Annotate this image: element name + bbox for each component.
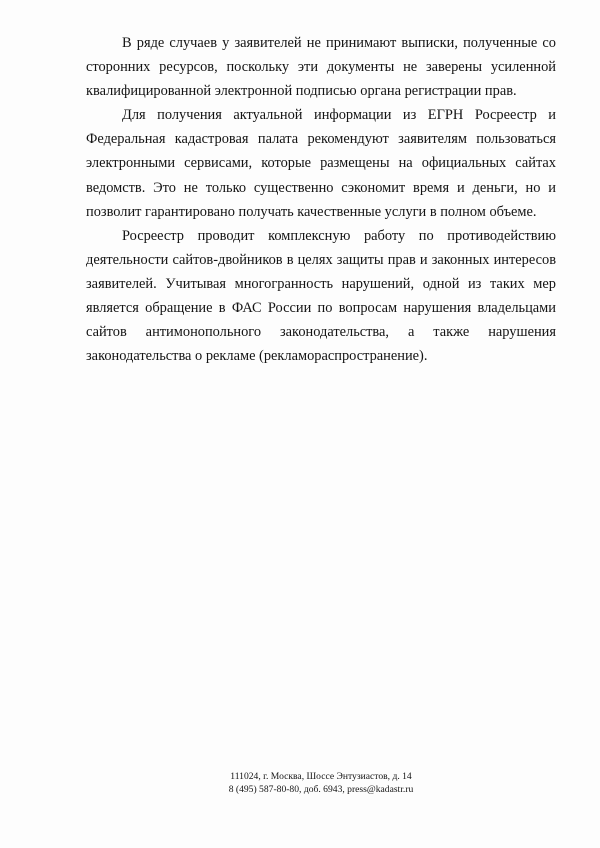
footer-contacts: 8 (495) 587-80-80, доб. 6943, press@kadastr.ru [228,783,414,795]
footer-address: 111024, г. Москва, Шоссе Энтузиастов, д. 14 [230,771,412,782]
document-body [86,31,556,368]
paragraph-recommendation: Для получения актуальной информации из ЕГРН Росреестр и Федеральная кадастровая палата рекомендуют заявителям пользоваться электронными сервисами, которые размещены на официальных сайтах ведомств. Это не только существенно сэкономит время и деньги, но и позволит гарантировано получать качественные услуги в полном объеме. [86,107,556,220]
page-footer [206,771,436,796]
paragraph-countermeasures: Росреестр проводит комплексную работу по противодействию деятельности сайтов-двойников в целях защиты прав и законных интересов заявителей. Учитывая многогранность нарушений, одной из таких мер является обращение в ФАС России по вопросам нарушения владельцами сайтов антимонопольного законодательства, а также нарушения законодательства о рекламе (рекламораспространение). [86,227,556,365]
paragraph-signature-notice: В ряде случаев у заявителей не принимают выписки, полученные со сторонних ресурсов, поскольку эти документы не заверены усиленной квалифицированной электронной подписью органа регистрации прав. [86,35,556,100]
